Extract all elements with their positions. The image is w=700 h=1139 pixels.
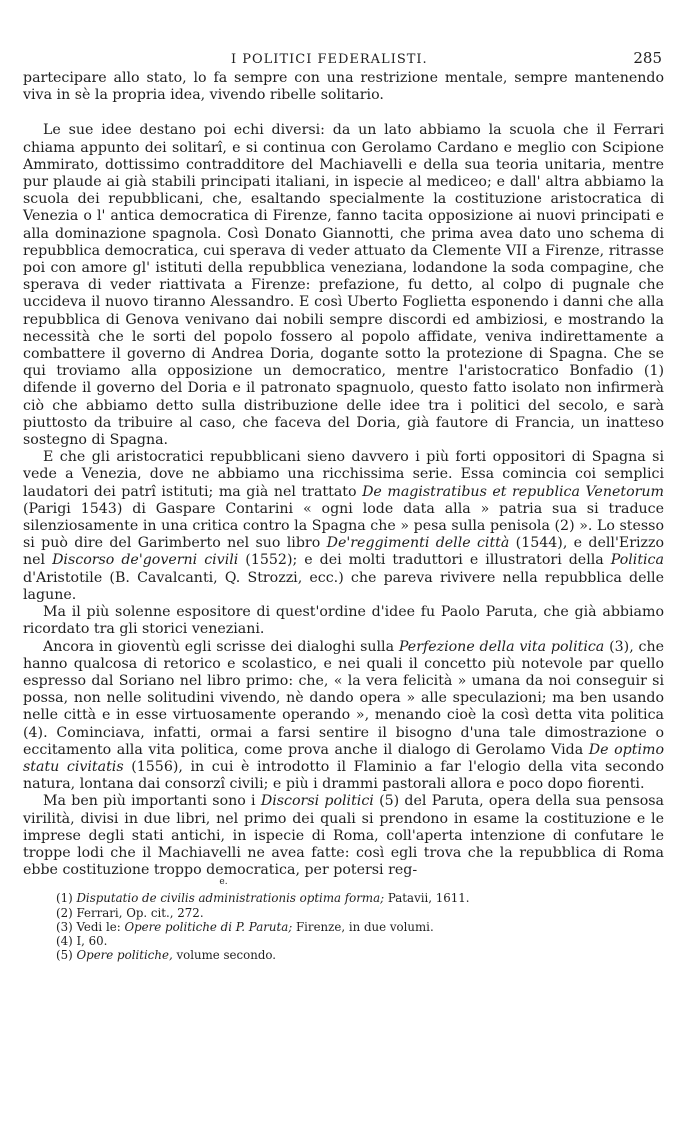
footnote xyxy=(56,920,664,934)
paragraph-text: Le sue idee destano poi echi diversi: da un lato abbiamo la scuola che il Ferrari chiama appunto dei solitarî, e si continua con Gerolamo Cardano e meglio con Scipione Ammirato, dottissimo contradditore del Machiavelli e della sua teoria unitaria, mentre pur plaude ai già stabili principati italiani, in ispecie al mediceo; e dall' altra abbiamo la scuola dei repubblicani, che, esaltando specialmente la costituzione aristocratica di Venezia o l' antica democratica di Firenze, fanno tacita opposizione ai nuovi principati e alla dominazione spagnola. Così Donato Giannotti, che prima avea dato uno schema di repubblica democratica, cui sperava di veder attuato da Clemente VII a Firenze, ritrasse poi con amore gl' istituti della repubblica veneziana, lodandone la soda compagine, che sperava di veder riattivata a Firenze: prefazione, fu detto, al colpo di pugnale che uccideva il nuovo tiranno Alessandro. E così Uberto Foglietta esponendo i danni che alla repubblica di Genova venivano dai nobili sempre discordi ed ambiziosi, e mostrando la necessità che le sorti del popolo fossero al popolo affidate, veniva indirettamente a combattere il governo di Andrea Doria, dogante sotto la protezione di Spagna. Che se qui troviamo alla opposizione un democratico, mentre l'aristocratico Bonfadio (1) difende il governo del Doria e il patronato spagnuolo, questo fatto isolato non infirmerà ciò che abbiamo detto sulla distribuzione delle idee tra i politici del secolo, e sarà piuttosto da tribuire al caso, che faceva del Doria, già fautore di Francia, un inatteso sostegno di Spagna. xyxy=(23,122,664,449)
page-number: 285 xyxy=(633,49,662,67)
footnote-italic-title: Opere politiche, xyxy=(76,948,173,963)
paragraph-text: E che gli aristocratici repubblicani sieno davvero i più forti oppositori di Spagna si vede a Venezia, dove ne abbiamo una ricchissima serie. Essa comincia coi semplici laudatori dei patrî istituti; ma già nel trattato xyxy=(23,449,664,500)
paragraph-text: (1552); e dei molti traduttori e illustratori della xyxy=(238,552,611,569)
footnote-italic-title: Disputatio de civilis administrationis optima forma; xyxy=(76,891,385,906)
paragraph-italic-title: De magistratibus et republica Venetorum xyxy=(362,483,664,500)
footnote-text: (4) I, 60. xyxy=(56,933,108,948)
paragraph-text: (Parigi 1543) di Gaspare Contarini « ogni lode data alla » patria sua si traduce silenziosamente in una critica contro la Spagna che » pesa sulla penisola (2) ». Lo stesso si può dire del Garimberto nel suo libro xyxy=(23,500,664,552)
running-header xyxy=(23,50,664,68)
body-text xyxy=(23,70,664,879)
footnote xyxy=(56,891,664,905)
paragraph-italic-title: Perfezione della vita politica xyxy=(398,638,605,655)
footnote-text: (3) Vedi le: xyxy=(56,919,125,934)
paragraph-text: partecipare allo stato, lo fa sempre con una restrizione mentale, sempre mantenendo viva in sè la propria idea, vivendo ribelle solitario. xyxy=(23,70,664,104)
footnote-text: Firenze, in due volumi. xyxy=(292,919,434,934)
paragraph-text: Ma il più solenne espositore di quest'ordine d'idee fu Paolo Paruta, che già abbiamo ricordato tra gli storici veneziani. xyxy=(23,604,664,638)
paragraph xyxy=(23,639,664,794)
footnote-text: (2) Ferrari, Op. cit., 272. xyxy=(56,905,204,920)
footnote-text: (5) xyxy=(56,948,77,963)
paragraph-italic-title: Discorsi politici xyxy=(260,793,374,810)
paragraph-text: (3), che hanno qualcosa di retorico e scolastico, e nei quali il concetto più notevole par quello espresso dal Soriano nel libro primo: che, « la vera felicità » umana da noi conseguir si possa, non nelle solitudini vivendo, nè dando opera » alle speculazioni; ma ben usando nelle città e in esse virtuosamente operando », menando cioè la così detta vita politica (4). Cominciava, infatti, ormai a farsi sentire il bisogno d'una tale dimostrazione o eccitamento alla vita politica, come prova anche il dialogo di Gerolamo Vida xyxy=(23,638,665,758)
footnote xyxy=(56,948,664,962)
paragraph-italic-title: Politica xyxy=(610,552,664,569)
footnote-text: volume secondo. xyxy=(172,948,277,963)
paragraph xyxy=(23,449,664,604)
paragraph-text: (1556), in cui è introdotto il Flaminio a far l'elogio della vita secondo natura, lontana dai consorzî civili; e più i drammi pastorali allora e poco dopo fiorenti. xyxy=(23,758,664,793)
paragraph xyxy=(23,793,664,879)
footnote-italic-title: Opere politiche di P. Paruta; xyxy=(124,919,293,934)
paragraph-text: (5) del Paruta, opera della sua pensosa virilità, divisi in due libri, nel primo dei quali si prendono in esame la costituzione e le imprese degli stati antichi, in ispecie di Roma, coll'aperta intenzione di confutare le troppe lodi che il Machiavelli ne avea fatte: così egli trova che la repubblica di Roma ebbe costituzione troppo democratica, per potersi reg- xyxy=(23,793,665,879)
paragraph-text: Ancora in gioventù egli scrisse dei dialoghi sulla xyxy=(43,638,399,655)
paragraph-italic-title: Discorso de'governi civili xyxy=(52,552,239,569)
footnote xyxy=(56,934,664,948)
paragraph-italic-title: De'reggimenti delle città xyxy=(326,535,510,552)
footnote-text: (1) xyxy=(56,891,77,906)
footnotes xyxy=(23,891,664,962)
paragraph-italic-title: De optimo statu civitatis xyxy=(23,741,665,775)
paragraph-text: Ma ben più importanti sono i xyxy=(43,793,261,810)
paragraph-text: d'Aristotile (B. Cavalcanti, Q. Strozzi, ecc.) che pareva rivivere nella repubblica delle lagune. xyxy=(23,569,664,603)
paragraph-text: (1544), e dell'Erizzo nel xyxy=(23,535,665,569)
paragraph xyxy=(23,70,664,104)
catchword: e. xyxy=(219,877,228,888)
footnote xyxy=(56,906,664,920)
paragraph xyxy=(23,122,664,449)
paragraph xyxy=(23,604,664,638)
footnote-text: Patavii, 1611. xyxy=(384,891,470,906)
running-title: I POLITICI FEDERALISTI. xyxy=(231,52,428,67)
